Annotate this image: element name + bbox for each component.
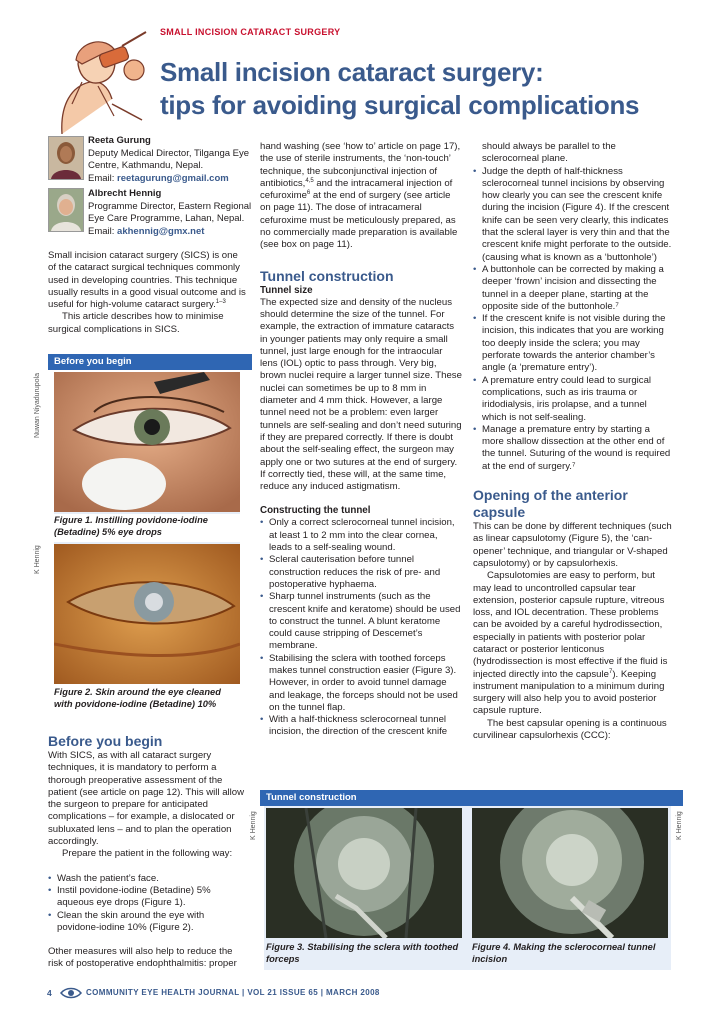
page-number: 4 [47, 988, 52, 998]
figure-1-photo [54, 372, 240, 512]
figure-4-photo [472, 808, 668, 938]
body-paragraph: and the intracameral injection of cefuroxime [260, 177, 453, 202]
list-item: • Judge the depth of half-thickness sclerocorneal tunnel incisions by observing how clearly you can see the crescent knife during the incision (Figure 4). If the crescent knife can be seen very clearly, this indicates that the scleral layer is very thin and that the crescent knife might perforate to the outside. (causing what is known as a ‘buttonhole’) [473, 166, 673, 264]
tunnel-list [260, 517, 462, 738]
author-2 [88, 188, 251, 238]
body-paragraph: The best capsular opening is a continuous curvilinear capsulorhexis (CCC): [473, 717, 667, 742]
photo-credit: K Hennig [250, 811, 257, 840]
author-affiliation: Programme Director, Eastern Regional [88, 200, 252, 212]
figure-3-caption: Figure 3. Stabilising the sclera with toothed forceps [266, 942, 459, 964]
author-email-link[interactable]: akhennig@gmx.net [117, 225, 205, 237]
figure-4-caption: Figure 4. Making the sclerocorneal tunnel incision [472, 942, 656, 964]
list-item: • A buttonhole can be corrected by making a deeper ‘frown’ incision and dissecting the tunnel in a deeper plane, starting at the opposite side of the buttonhole.⁷ [473, 264, 673, 313]
author-email-link[interactable]: reetagurung@gmail.com [117, 172, 229, 184]
list-item: • If the crescent knife is not visible during the incision, this indicates that you are working too deeply inside the sclera; you may perforate towards the anterior chamber’s angle (a ‘premature entry’). [473, 313, 673, 374]
subheading: Constructing the tunnel [260, 505, 371, 517]
body-paragraph: This can be done by different techniques (such as linear capsulotomy (Figure 5), the ‘can-opener’ technique, and triangular or V-shaped capsulotomy) or by capsulorhexis. [473, 521, 672, 569]
depth-list [473, 166, 673, 473]
author-name: Reeta Gurung [88, 135, 151, 146]
intro-paragraph: Small incision cataract surgery (SICS) is one of the cataract surgical techniques commonly used in developing countries. This technique usually results in a good visual outcome and is useful for high-volume cataract surgery. [48, 250, 246, 311]
list-item: • Manage a premature entry by starting a more shallow dissection at the other end of the tunnel. Suturing of the wound is required at the end of surgery.⁷ [473, 424, 673, 473]
box-header-tunnel: Tunnel construction [260, 790, 683, 806]
email-label: Email: [88, 225, 118, 237]
body-paragraph: hand washing (see ‘how to’ article on page 17), the use of sterile instruments, the ‘non-touch’ technique, the subconjunctival injection of antibiotics, [260, 141, 461, 189]
body-paragraph [473, 570, 673, 718]
list-item: • A premature entry could lead to surgical complications, such as iris trauma or iridodialysis, iris prolapse, and a tunnel which is not self-sealing. [473, 375, 673, 424]
photo-credit: K Hennig [34, 545, 41, 574]
column-3 [473, 141, 673, 742]
page-title [160, 56, 700, 122]
body-paragraph: Prepare the patient in the following way: [62, 848, 233, 860]
citation: 7 [609, 668, 613, 675]
list-item: • Wash the patient’s face. [48, 873, 248, 885]
list-item: • Instil povidone-iodine (Betadine) 5% aqueous eye drops (Figure 1). [48, 885, 248, 910]
section-heading [473, 487, 673, 521]
photo-credit: K Hennig [676, 811, 683, 840]
author-photo-albrecht [48, 188, 84, 232]
list-item: • Only a correct sclerocorneal tunnel incision, at least 1 to 2 mm into the clear cornea, leads to a self-sealing wound. [260, 517, 462, 554]
eye-logo-icon [60, 986, 82, 1004]
body-paragraph: should always be parallel to the sclerocorneal plane. [482, 141, 616, 165]
figure-2-photo [54, 544, 240, 684]
before-section [48, 733, 248, 971]
author-affiliation: Eye Care Programme, Lahan, Nepal. [88, 213, 245, 224]
author-name: Albrecht Hennig [88, 188, 162, 199]
author-1 [88, 135, 249, 185]
figure-1-caption: Figure 1. Instilling povidone-iodine (Betadine) 5% eye drops [54, 515, 208, 537]
box-header-before: Before you begin [48, 354, 252, 370]
section-tag: SMALL INCISION CATARACT SURGERY [160, 27, 341, 37]
intro-paragraph: This article describes how to minimise surgical complications in SICS. [48, 311, 224, 335]
email-label: Email: [88, 172, 118, 184]
author-photo-reeta [48, 136, 84, 180]
list-item: • Sharp tunnel instruments (such as the crescent knife and keratome) should be used to construct the tunnel. A blunt keratome could cause stripping of Descemet’s membrane. [260, 591, 462, 652]
section-heading: Tunnel construction [260, 267, 394, 284]
body-paragraph: Other measures will also help to reduce the risk of postoperative endophthalmitis: proper [48, 946, 237, 970]
body-paragraph: The expected size and density of the nucleus should determine the size of the tunnel. For example, the extraction of immature cataracts in younger patients may only require a small tunnel, just large enough for the intraocular lens (IOL) optic to pass through. Very big, brown nuclei require a larger tunnel size. These nuclei can sometimes be up to 8 mm in diameter and 4 mm thick. However, a large tunnel need not be a problem: even larger tunnels are self-sealing and don’t need suturing if they are prepared correctly. If there is doubt about the self-sealing effect, the surgeon may apply one or two sutures at the end of surgery. If correctly tied, these will, at the same time, reduce any induced astigmatism. [260, 296, 462, 493]
body-text: ). Keeping instrument manipulation to a minimum during surgery will also help you to avoid posterior capsule rupture. [473, 668, 665, 717]
title-line-1: Small incision cataract surgery: [160, 57, 544, 87]
list-item: • Stabilising the sclera with toothed forceps makes tunnel construction easier (Figure 3). However, in order to avoid tunnel damage and leakage, the forceps should not be used on the tunnel flap. [260, 653, 462, 714]
heading-line: capsule [473, 504, 526, 521]
citation: 6 [306, 190, 311, 196]
column-2 [260, 141, 462, 739]
heading-line: Opening of the anterior [473, 487, 628, 504]
surgeon-illustration-logo [42, 24, 152, 134]
list-item: • Scleral cauterisation before tunnel construction reduces the risk of pre- and postoperative hyphaema. [260, 554, 462, 591]
citation: 4,5 [305, 177, 314, 184]
body-text: Capsulotomies are easy to perform, but may lead to uncontrolled capsular tear extension, posterior capsule rupture, vitreous loss, and IOL decentration. These problems can be avoided by a careful hydrodissection, especially in patients with posterior polar cataract or posterior lenticonus (hydrodissection is most effective if the fluid is injected directly into the capsule [473, 570, 668, 680]
intro-text [48, 250, 248, 336]
figure-2-caption: Figure 2. Skin around the eye cleaned with povidone-iodine (Betadine) 10% [54, 687, 221, 709]
list-item: • Clean the skin around the eye with povidone-iodine 10% (Figure 2). [48, 910, 248, 935]
section-heading: Before you begin [48, 733, 163, 749]
author-affiliation: Centre, Kathmandu, Nepal. [88, 160, 204, 171]
subheading: Tunnel size [260, 284, 313, 296]
list-item: • With a half-thickness sclerocorneal tunnel incision, the direction of the crescent knife [260, 714, 462, 739]
body-paragraph: With SICS, as with all cataract surgery techniques, it is mandatory to perform a thorough preoperative assessment of the patient (see article on page 12). This will allow the surgeon to prepare for anticipated complications – for example, a dislocated or subluxated lens – and to plan the operation accordingly. [48, 750, 245, 848]
prep-list [48, 873, 248, 934]
photo-credit: Nuwan Niyadurupola [34, 373, 41, 438]
title-line-2: tips for avoiding surgical complications [160, 90, 640, 120]
body-paragraph: at the end of surgery (see article on page 11). The dose of intracameral cefuroxime must be meticulously prepared, as no commercially made preparation is available (see box on page 11). [260, 190, 458, 251]
figure-3-photo [266, 808, 462, 938]
citation: 1–3 [215, 299, 226, 305]
author-affiliation: Deputy Medical Director, Tilganga Eye [88, 147, 250, 159]
journal-footer: COMMUNITY EYE HEALTH JOURNAL | VOL 21 ISSUE 65 | MARCH 2008 [86, 988, 380, 997]
